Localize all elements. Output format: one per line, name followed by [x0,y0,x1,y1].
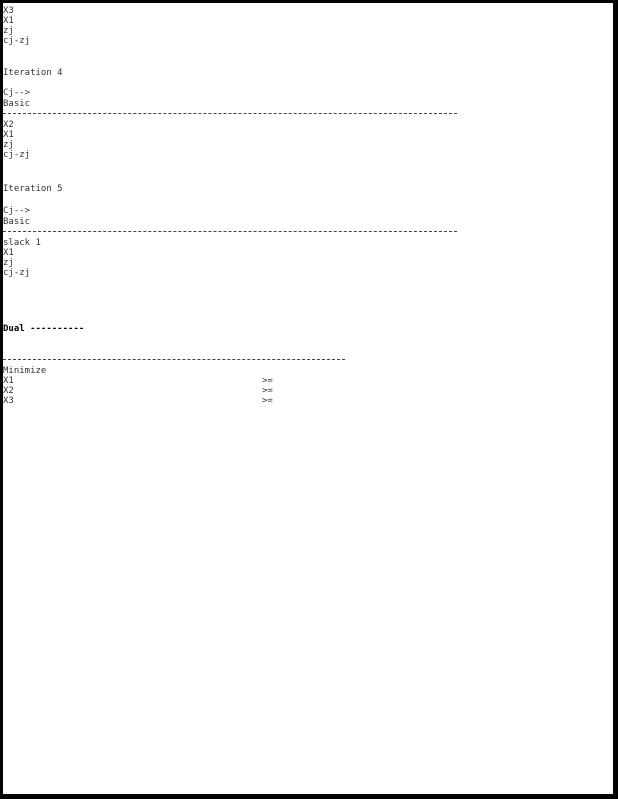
basic-cell: zj [3,258,14,268]
report-page [3,3,613,794]
divider-line [3,113,457,114]
header-basic: Basic [3,217,31,227]
basic-cell: cj-zj [3,268,31,278]
basic-cell: X2 [3,120,14,130]
constraint-label: X2 [3,386,14,396]
basic-cell: X3 [3,6,14,16]
basic-cell: slack 1 [3,238,41,248]
basic-cell: X1 [3,130,14,140]
operator-cell: >= [262,396,273,406]
basic-cell: zj [3,140,14,150]
constraint-label: X3 [3,396,14,406]
basic-cell: X1 [3,248,14,258]
objective-label: Minimize [3,366,47,376]
basic-cell: cj-zj [3,36,31,46]
cj-label: Cj--> [3,206,31,216]
divider-line [3,359,345,360]
dual-title-text: Dual ---------- [3,324,85,334]
divider-line [3,231,457,232]
iteration-title: Iteration 5 [3,184,63,194]
constraint-label: X1 [3,376,14,386]
cj-label: Cj--> [3,88,31,98]
basic-cell: zj [3,26,14,36]
iteration-title: Iteration 4 [3,68,63,78]
header-basic: Basic [3,99,31,109]
operator-cell: >= [262,376,273,386]
basic-cell: X1 [3,16,14,26]
basic-cell: cj-zj [3,150,31,160]
operator-cell: >= [262,386,273,396]
